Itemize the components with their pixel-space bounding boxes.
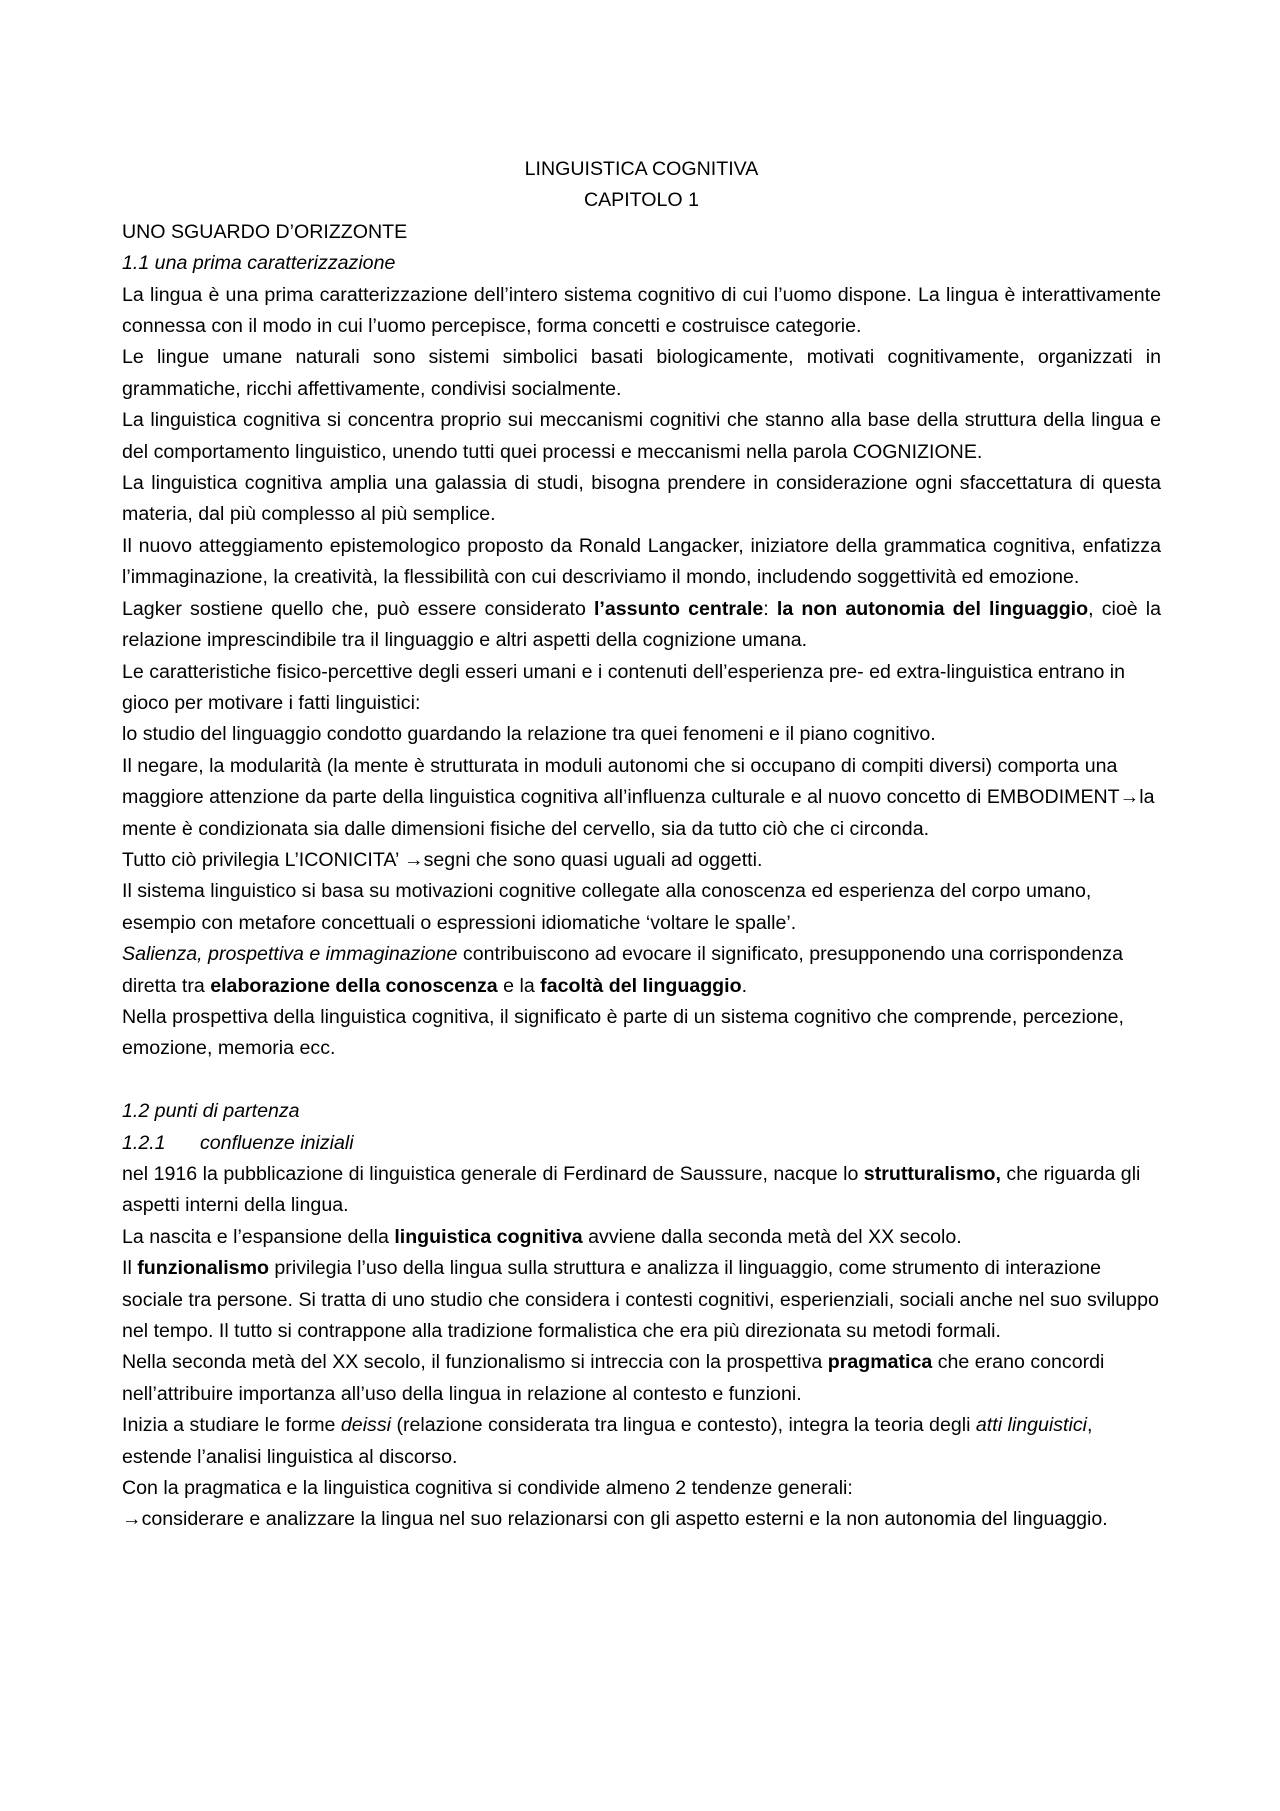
bold-text: linguistica cognitiva bbox=[394, 1225, 583, 1248]
paragraph: La linguistica cognitiva amplia una galassia di studi, bisogna prendere in considerazione ogni sfaccettatura di questa materia, dal più complesso al più semplice. bbox=[122, 472, 1161, 526]
subsection-title: confluenze iniziali bbox=[200, 1131, 354, 1154]
text-run: Inizia a studiare le forme bbox=[122, 1414, 341, 1437]
text-run: che erano concordi nell’attribuire importanza all’uso della lingua in relazione al contesto e funzioni. bbox=[122, 1351, 1105, 1405]
paragraph bbox=[122, 1410, 1161, 1473]
text-run: contribuiscono ad evocare il significato, presupponendo una corrispondenza diretta tra bbox=[122, 943, 1123, 997]
paragraph: Il sistema linguistico si basa su motivazioni cognitive collegate alla conoscenza ed esperienza del corpo umano, esempio con metafore concettuali o espressioni idiomatiche ‘voltare le spalle’. bbox=[122, 880, 1092, 934]
text-run: La nascita e l’espansione della bbox=[122, 1225, 395, 1248]
subsection-heading-1-1: 1.1 una prima caratterizzazione bbox=[122, 252, 396, 275]
bold-text: funzionalismo bbox=[137, 1257, 269, 1280]
paragraph bbox=[122, 939, 1161, 1002]
text-run: avviene dalla seconda metà del XX secolo. bbox=[582, 1225, 962, 1248]
paragraph bbox=[122, 1347, 1161, 1410]
paragraph: La linguistica cognitiva si concentra proprio sui meccanismi cognitivi che stanno alla base della struttura della lingua e del comportamento linguistico, unendo tutti quei processi e meccanismi nella parola COGNIZIONE. bbox=[122, 409, 1161, 463]
blank-line bbox=[122, 1065, 1161, 1096]
paragraph: Il negare, la modularità (la mente è strutturata in moduli autonomi che si occupano di compiti diversi) comporta una maggiore attenzione da parte della linguistica cognitiva all’influenza culturale e al nuovo concetto di EMBODIMENT→la mente è condizionata sia dalle dimensioni fisiche del cervello, sia da tutto ciò che ci circonda. bbox=[122, 754, 1155, 840]
text-run: che riguarda gli aspetti interni della lingua. bbox=[122, 1162, 1141, 1217]
paragraph bbox=[122, 1222, 1161, 1253]
subsection-heading-1-2: 1.2 punti di partenza bbox=[122, 1100, 300, 1123]
subsection-number: 1.2.1 bbox=[122, 1131, 166, 1154]
paragraph bbox=[122, 594, 1161, 657]
paragraph: Le caratteristiche fisico-percettive degli esseri umani e i contenuti dell’esperienza pre- ed extra-linguistica entrano in gioco per motivare i fatti linguistici: bbox=[122, 660, 1126, 714]
paragraph: →considerare e analizzare la lingua nel suo relazionarsi con gli aspetto esterni e la non autonomia del linguaggio. bbox=[122, 1508, 1108, 1531]
italic-text: deissi bbox=[340, 1414, 392, 1437]
bold-text: la non autonomia del linguaggio bbox=[776, 597, 1089, 620]
section-heading: UNO SGUARDO D’ORIZZONTE bbox=[122, 220, 408, 243]
text-run: privilegia l’uso della lingua sulla struttura e analizza il linguaggio, come strumento di interazione sociale tra persone. Si tratta di uno studio che considera i contesti cognitivi, esperienziali, sociali anche nel suo sviluppo nel tempo. Il tutto si contrappone alla tradizione formalistica che era più direzionata su metodi formali. bbox=[122, 1257, 1159, 1343]
bold-text: facoltà del linguaggio bbox=[540, 974, 742, 997]
text-run: Il bbox=[122, 1257, 138, 1280]
paragraph bbox=[122, 1253, 1161, 1347]
text-run: , cioè la relazione imprescindibile tra il linguaggio e altri aspetti della cognizione umana. bbox=[122, 597, 1162, 652]
bold-text: strutturalismo, bbox=[863, 1162, 1001, 1185]
paragraph: La lingua è una prima caratterizzazione dell’intero sistema cognitivo di cui l’uomo dispone. La lingua è interattivamente connessa con il modo in cui l’uomo percepisce, forma concetti e costruisce categorie. bbox=[122, 283, 1161, 338]
bold-text: elaborazione della conoscenza bbox=[210, 974, 498, 997]
paragraph: Tutto ciò privilegia L’ICONICITA’ →segni che sono quasi uguali ad oggetti. bbox=[122, 848, 763, 871]
text-run: (relazione considerata tra lingua e contesto), integra la teoria degli bbox=[391, 1414, 976, 1437]
text-run: Lagker sostiene quello che, può essere considerato bbox=[122, 597, 594, 620]
text-run: . bbox=[741, 974, 748, 997]
text-run: e la bbox=[497, 974, 541, 997]
paragraph: Nella prospettiva della linguistica cognitiva, il significato è parte di un sistema cognitivo che comprende, percezione, emozione, memoria ecc. bbox=[122, 1005, 1124, 1060]
italic-text: atti linguistici bbox=[975, 1414, 1087, 1437]
text-run: , estende l’analisi linguistica al discorso. bbox=[122, 1414, 1093, 1468]
paragraph: Con la pragmatica e la linguistica cognitiva si condivide almeno 2 tendenze generali: bbox=[122, 1477, 853, 1500]
subsection-heading-1-2-1 bbox=[122, 1128, 1161, 1159]
text-run: nel 1916 la pubblicazione di linguistica generale di Ferdinard de Saussure, nacque lo bbox=[122, 1162, 864, 1185]
chapter-heading: CAPITOLO 1 bbox=[583, 189, 700, 212]
document-body bbox=[122, 154, 1161, 1536]
paragraph bbox=[122, 1159, 1161, 1222]
text-run: Nella seconda metà del XX secolo, il funzionalismo si intreccia con la prospettiva bbox=[122, 1351, 828, 1374]
document-title: LINGUISTICA COGNITIVA bbox=[524, 158, 759, 180]
paragraph: lo studio del linguaggio condotto guardando la relazione tra quei fenomeni e il piano cognitivo. bbox=[122, 723, 936, 746]
italic-text: Salienza, prospettiva e immaginazione bbox=[122, 943, 458, 966]
text-run: : bbox=[763, 597, 777, 620]
bold-text: pragmatica bbox=[827, 1351, 933, 1374]
paragraph: Le lingue umane naturali sono sistemi simbolici basati biologicamente, motivati cognitivamente, organizzati in grammatiche, ricchi affettivamente, condivisi socialmente. bbox=[122, 346, 1161, 400]
bold-text: l’assunto centrale bbox=[593, 597, 764, 620]
paragraph: Il nuovo atteggiamento epistemologico proposto da Ronald Langacker, iniziatore della grammatica cognitiva, enfatizza l’immaginazione, la creatività, la flessibilità con cui descriviamo il mondo, includendo soggettività ed emozione. bbox=[122, 534, 1161, 589]
